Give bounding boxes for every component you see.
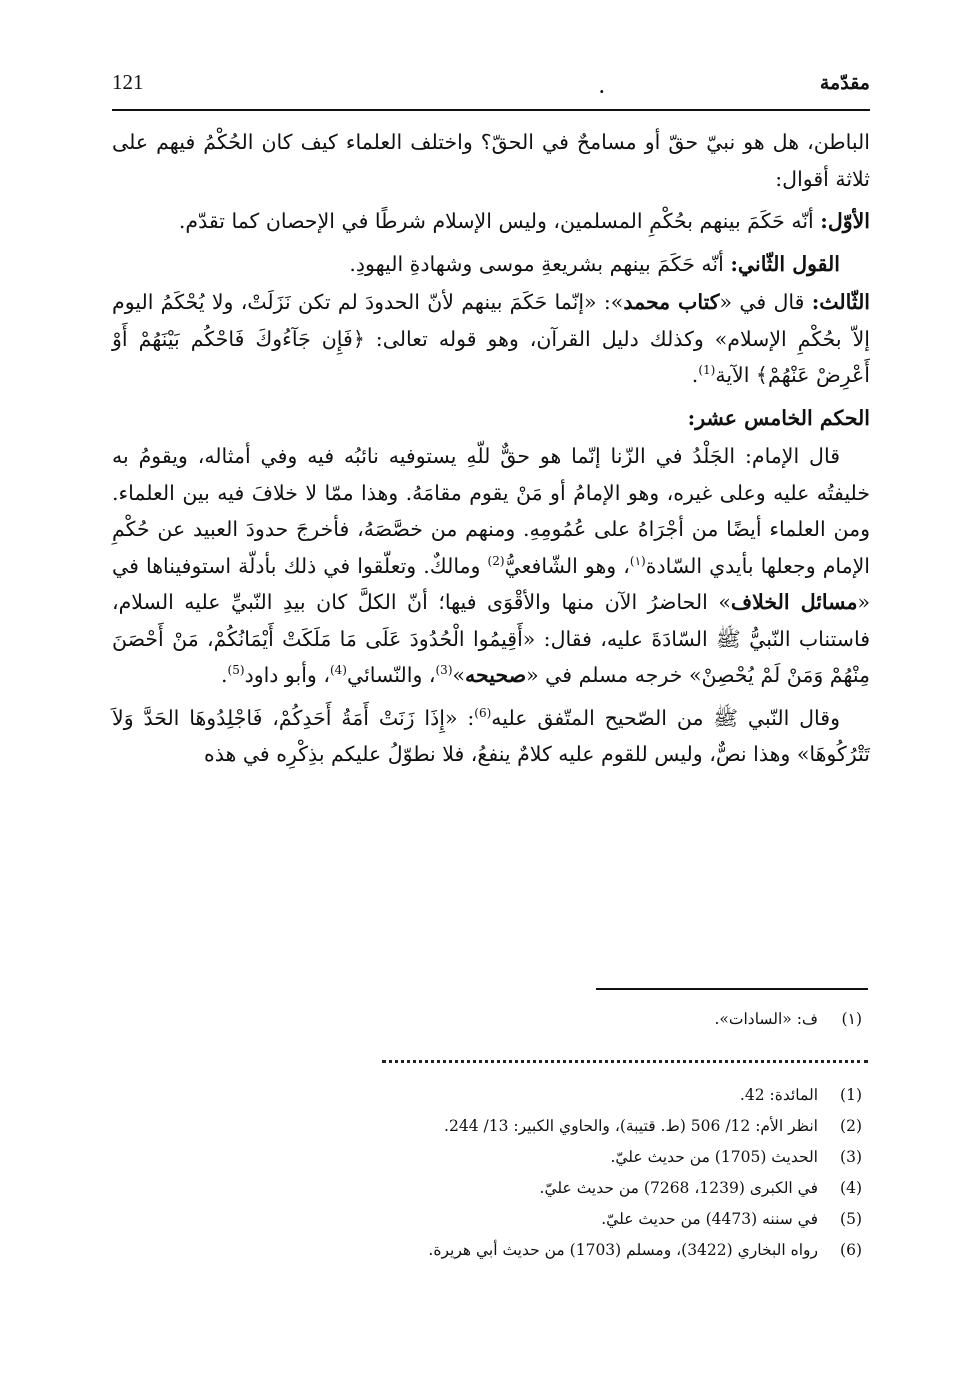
footnote-5	[112, 1204, 870, 1235]
footnote-number: (4)	[840, 1179, 862, 1197]
footnote-ref-2: (2)	[487, 553, 505, 568]
variant-footnotes	[112, 1004, 870, 1035]
footnote-text: انظر الأم: 12/ 506 (ط. قتيبة)، والحاوي الكبير: 13/ 244.	[444, 1117, 818, 1135]
page-number: 121	[112, 70, 144, 94]
footnote-text: في الكبرى (1239، 7268) من حديث عليّ.	[539, 1179, 818, 1197]
paragraph-first-opinion	[112, 203, 870, 240]
footnotes	[112, 1080, 870, 1266]
imam-text-b: ، وهو الشّافعيُّ	[504, 553, 630, 578]
footnote-ref-5: (5)	[227, 663, 245, 678]
section-heading-text: الحكم الخامس عشر:	[687, 405, 870, 430]
header-rule	[112, 109, 870, 111]
third-opinion-text-a: قال في «	[719, 290, 812, 314]
footnote-ref-6: (6)	[474, 705, 492, 720]
footnote-text: المائدة: 42.	[739, 1086, 818, 1104]
paragraph-1: الباطن، هل هو نبيّ حقّ أو مسامحٌ في الحقّ؟ واختلف العلماء كيف كان الحُكْمُ فيهم على ثلاثة أقوال:	[112, 130, 870, 191]
footnote-text: في سننه (4473) من حديث عليّ.	[601, 1210, 818, 1228]
third-opinion-text-b: »: «إنّما حَكَمَ بينهم لأنّ الحدودَ لم تكن نَزَلَتْ، ولا يُحْكَمُ اليوم إلاّ بحُكْمِ الإسلام» وكذلك دليل القرآن، وهو قوله تعالى: ﴿فَإِن جَآءُوكَ فَاحْكُم بَيْنَهُمْ أَوْ أَعْرِضْ عَنْهُمْ﴾ الآية	[112, 290, 870, 387]
variant-ref-1: (١)	[629, 553, 646, 568]
paragraph-hadith	[112, 700, 870, 773]
footnote-number: (2)	[840, 1117, 862, 1135]
footnote-text: رواه البخاري (3422)، ومسلم (1703) من حديث أبي هريرة.	[428, 1241, 818, 1259]
footnote-ref-4: (4)	[329, 663, 347, 678]
main-text	[112, 124, 870, 779]
paragraph-third-opinion	[112, 284, 870, 394]
page-header	[112, 70, 870, 106]
footnote-number: (5)	[840, 1210, 862, 1228]
third-opinion-label: الثّالث:	[811, 290, 871, 314]
imam-text-e: »	[452, 663, 466, 687]
footnote-number: (3)	[840, 1148, 862, 1166]
header-dot: .	[599, 78, 605, 97]
dotted-separator	[382, 1060, 868, 1063]
footnote-number: (1)	[840, 1086, 862, 1104]
imam-text-g: ، وأبو داود	[244, 663, 330, 687]
book-title-masail: مسائل الخلاف	[730, 590, 858, 614]
footnote-ref-1: (1)	[698, 363, 716, 378]
hadith-text-b: : «إِذَا زَنَتْ أَمَةُ أَحَدِكُمْ، فَاجْلِدُوهَا الحَدَّ وَلاَ تَتْرُكُوهَا» وهذا نصٌّ، وليس للقوم عليه كلامٌ ينفعُ، فلا نطوّلُ عليكم بذِكْرِه في هذه	[112, 705, 870, 766]
hadith-text-a: وقال النّبي ﷺ من الصّحيح المتّفق عليه	[491, 705, 840, 730]
first-opinion-label: الأوّل:	[820, 209, 870, 233]
second-opinion-label: القول الثّاني:	[730, 251, 840, 276]
footnote-number: (6)	[840, 1241, 862, 1259]
imam-text-h: .	[221, 663, 228, 687]
imam-text-c: ومالكٌ. وتعلّقوا في ذلك بأدلّة استوفيناها في «	[112, 553, 870, 614]
imam-text-d: » الحاضرُ الآن منها والأقْوَى فيها؛ أنّ الكلَّ كان بيدِ النّبيِّ عليه السلام، فاستناب النّبيُّ ﷺ السّادَةَ عليه، فقال: «أَقِيمُوا الْحُدُودَ عَلَى مَا مَلَكَتْ أَيْمَانُكُمْ، مَنْ أَحْصَنَ مِنْهُمْ وَمَنْ لَمْ يُحْصِنْ» خرجه مسلم في «	[112, 590, 870, 687]
paragraph-imam	[112, 438, 870, 694]
first-opinion-text: أنّه حَكَمَ بينهم بحُكْمِ المسلمين، وليس الإسلام شرطًا في الإحصان كما تقدّم.	[178, 209, 821, 233]
section-heading	[112, 400, 870, 437]
paragraph-second-opinion	[112, 246, 870, 283]
footnote-ref-3: (3)	[435, 663, 453, 678]
footnote-text: ف: «السادات».	[714, 1010, 818, 1028]
book-title-kitab-muhammad: كتاب محمد	[623, 290, 720, 314]
footnote-6	[112, 1235, 870, 1266]
third-opinion-end: .	[691, 363, 699, 387]
variant-footnote-1	[112, 1004, 870, 1035]
footnote-number: (١)	[841, 1010, 862, 1028]
footnote-2	[112, 1111, 870, 1142]
running-head: مقدّمة	[819, 72, 870, 94]
imam-text-a: قال الإمام: الجَلْدُ في الزّنا إنّما هو حقٌّ للّهِ يستوفيه نائبُه فيه وفي أمثاله، ويقومُ به خليفتُه عليه وعلى غيره، وهو الإمامُ أو مَنْ يقوم مقامَهُ. وهذا ممّا لا خلافَ فيه بين العلماء. ومن العلماء أيضًا من أجْرَاهُ على عُمُومِهِ. ومنهم من خصَّصَهُ، فأخرجَ حدودَ العبيد عن حُكْمِ الإمام وجعلها بأيدي السّادة	[112, 444, 870, 578]
footnote-3	[112, 1142, 870, 1173]
footnote-1	[112, 1080, 870, 1111]
book-title-sahih: صحيحه	[465, 663, 527, 687]
second-opinion-text: أنّه حَكَمَ بينهم بشريعةِ موسى وشهادةِ اليهودِ.	[349, 251, 731, 276]
footnote-4	[112, 1173, 870, 1204]
footnote-rule	[596, 988, 868, 990]
footnote-text: الحديث (1705) من حديث عليّ.	[610, 1148, 818, 1166]
imam-text-f: ، والنّسائي	[346, 663, 436, 687]
